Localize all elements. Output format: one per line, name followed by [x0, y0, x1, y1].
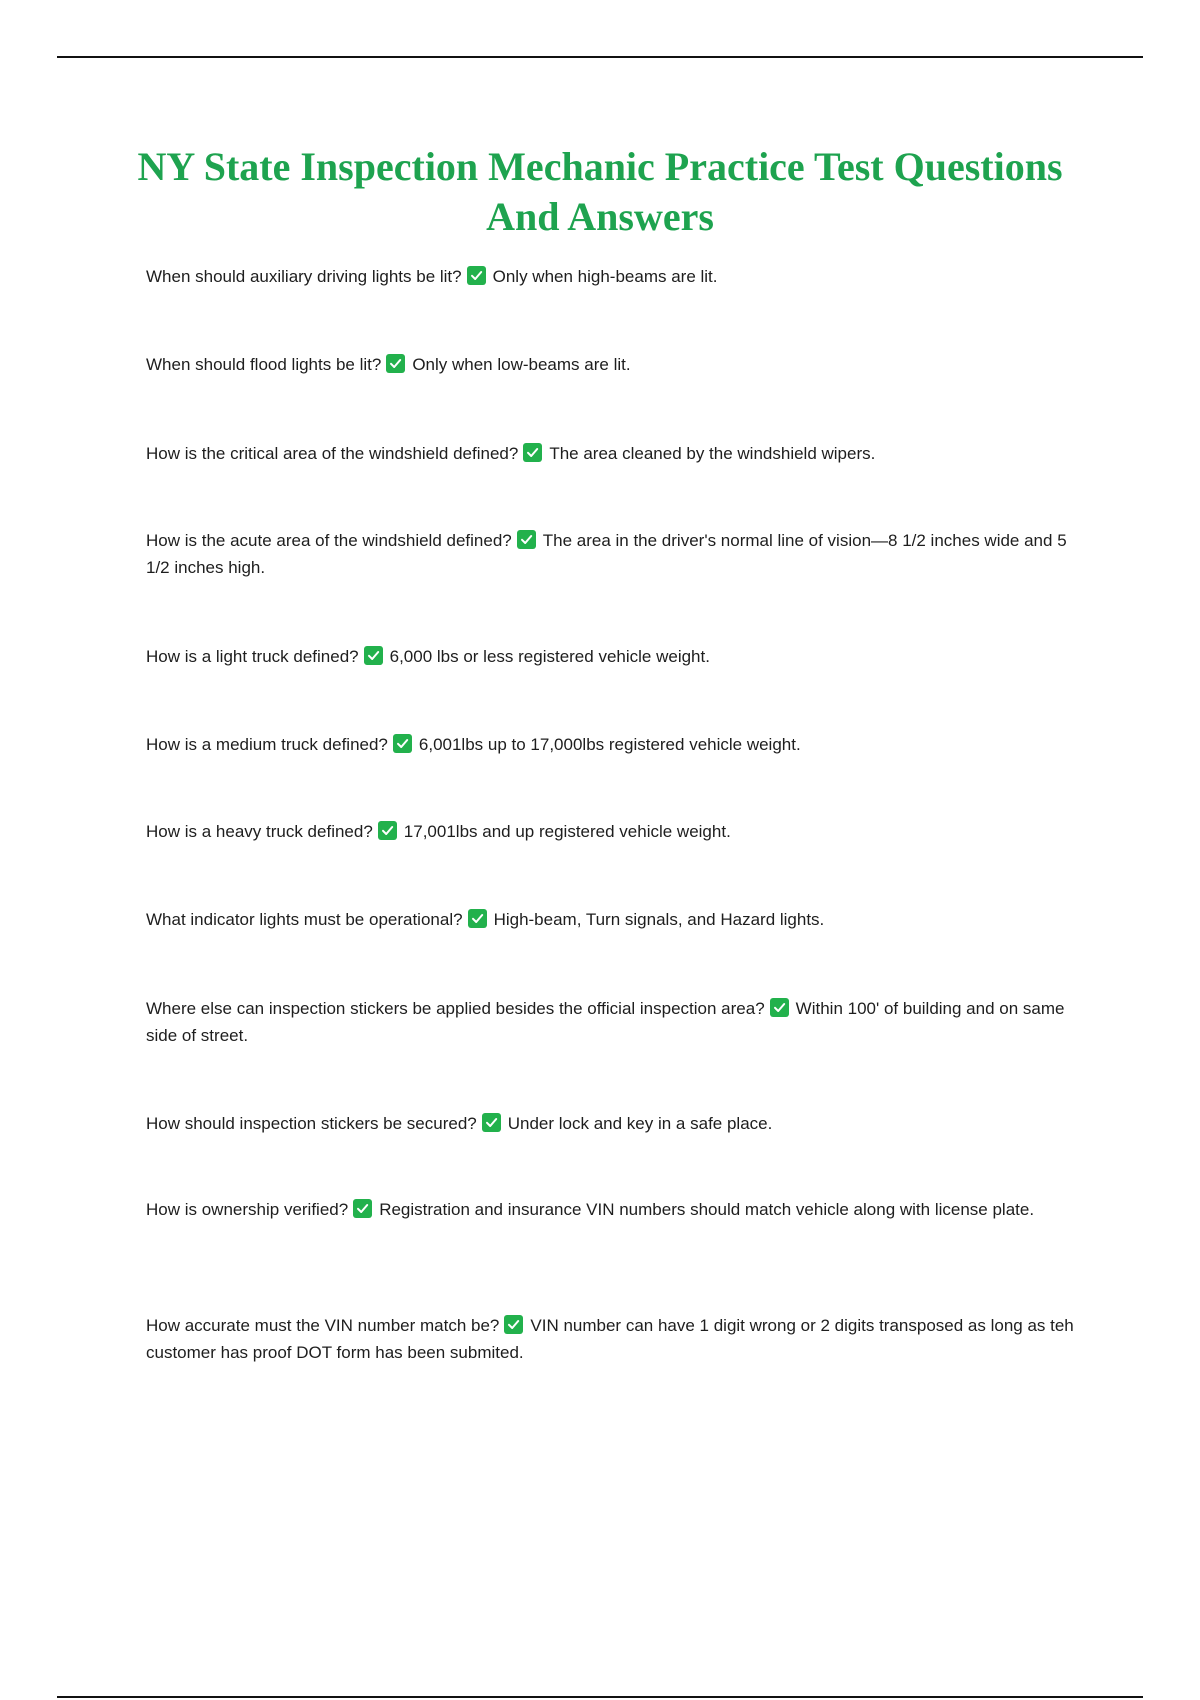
question-text: How is a light truck defined?: [146, 647, 359, 666]
check-mark-icon: [378, 821, 397, 840]
qa-item: [146, 643, 1076, 670]
qa-item: [146, 527, 1076, 581]
question-text: How is a heavy truck defined?: [146, 822, 373, 841]
qa-item: [146, 906, 1076, 933]
question-text: Where else can inspection stickers be applied besides the official inspection area?: [146, 999, 765, 1018]
answer-text: VIN number can have 1 digit wrong or 2 digits transposed as long as teh customer has proof DOT form has been submited.: [146, 1316, 1074, 1362]
answer-text: 6,000 lbs or less registered vehicle weight.: [389, 647, 710, 666]
check-mark-icon: [523, 443, 542, 462]
check-mark-icon: [393, 734, 412, 753]
answer-text: Only when high-beams are lit.: [492, 267, 718, 286]
qa-item: [146, 818, 1076, 845]
question-text: How is ownership verified?: [146, 1200, 349, 1219]
qa-item: [146, 440, 1076, 467]
answer-text: The area in the driver's normal line of vision—8 1/2 inches wide and 5 1/2 inches high.: [146, 531, 1067, 577]
document-title: NY State Inspection Mechanic Practice Test Questions And Answers: [137, 144, 1063, 239]
question-text: How should inspection stickers be secured?: [146, 1114, 477, 1133]
qa-item: [146, 731, 1076, 758]
check-mark-icon: [364, 646, 383, 665]
answer-text: Only when low-beams are lit.: [412, 355, 631, 374]
check-mark-icon: [504, 1315, 523, 1334]
answer-text: 6,001lbs up to 17,000lbs registered vehicle weight.: [418, 735, 801, 754]
qa-item: [146, 351, 1076, 378]
qa-item: [146, 995, 1076, 1049]
answer-text: The area cleaned by the windshield wipers.: [549, 444, 876, 463]
question-text: How is a medium truck defined?: [146, 735, 388, 754]
question-text: What indicator lights must be operational?: [146, 910, 463, 929]
check-mark-icon: [386, 354, 405, 373]
question-text: How is the acute area of the windshield defined?: [146, 531, 512, 550]
answer-text: Registration and insurance VIN numbers should match vehicle along with license plate.: [379, 1200, 1035, 1219]
answer-text: 17,001lbs and up registered vehicle weight.: [403, 822, 731, 841]
question-text: When should auxiliary driving lights be lit?: [146, 267, 462, 286]
check-mark-icon: [353, 1199, 372, 1218]
bottom-rule: [57, 1696, 1143, 1698]
qa-item: [146, 1196, 1076, 1223]
answer-text: Within 100' of building and on same side of street.: [146, 999, 1065, 1045]
question-text: When should flood lights be lit?: [146, 355, 382, 374]
check-mark-icon: [468, 909, 487, 928]
answer-text: Under lock and key in a safe place.: [507, 1114, 773, 1133]
check-mark-icon: [482, 1113, 501, 1132]
check-mark-icon: [467, 266, 486, 285]
qa-item: [146, 1312, 1076, 1366]
answer-text: High-beam, Turn signals, and Hazard lights.: [493, 910, 825, 929]
qa-item: [146, 263, 1076, 290]
check-mark-icon: [517, 530, 536, 549]
check-mark-icon: [770, 998, 789, 1017]
qa-item: [146, 1110, 1076, 1137]
question-text: How is the critical area of the windshield defined?: [146, 444, 519, 463]
question-text: How accurate must the VIN number match be?: [146, 1316, 500, 1335]
